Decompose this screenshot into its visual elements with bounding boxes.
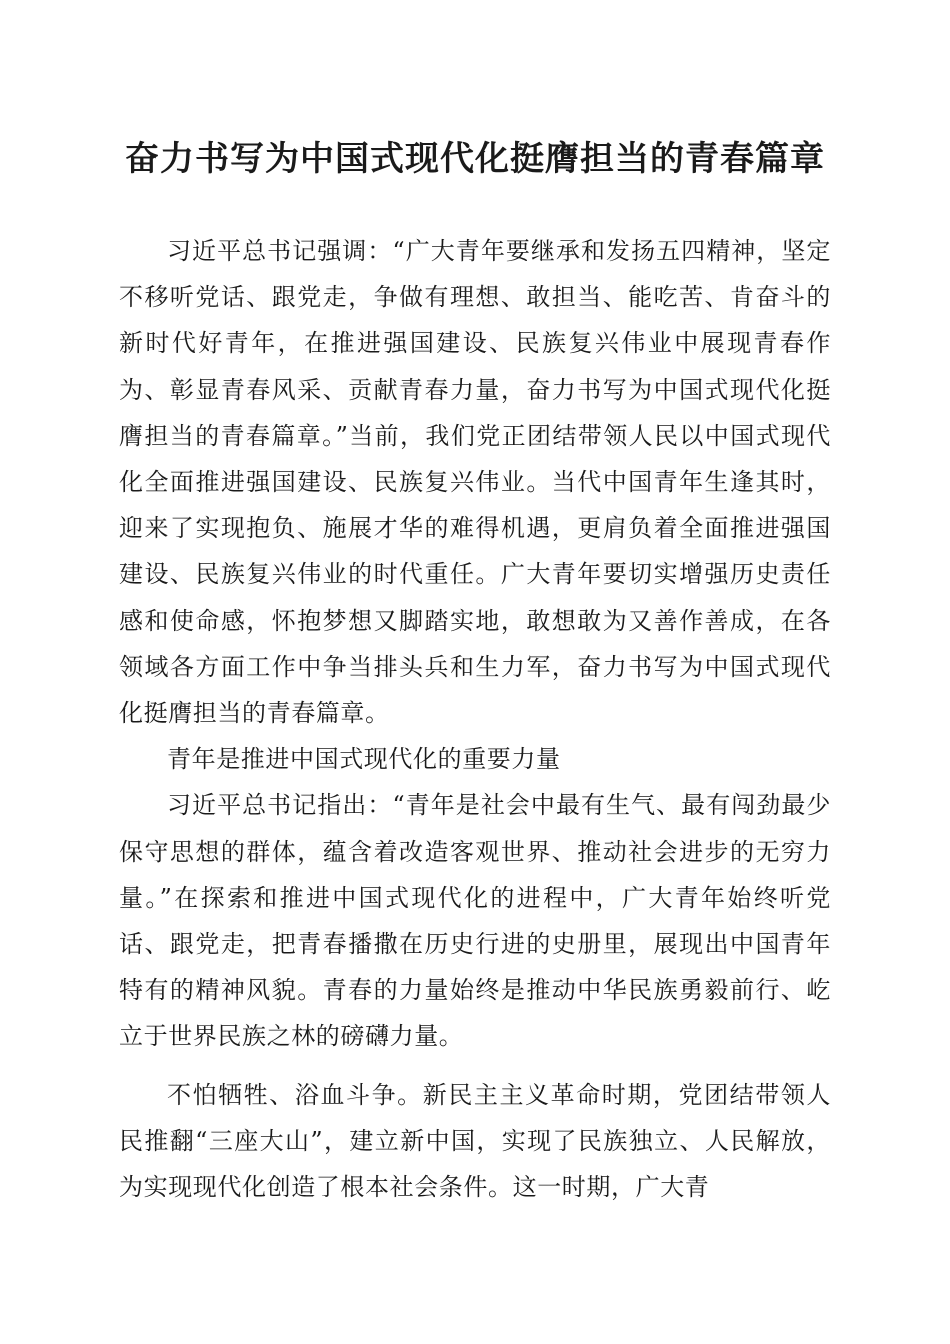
paragraph-intro: 习近平总书记强调：“广大青年要继承和发扬五四精神，坚定不移听党话、跟党走，争做有理想、敢担当、能吃苦、肯奋斗的新时代好青年，在推进强国建设、民族复兴伟业中展现青春作为、彰显青春风采、贡献青春力量，奋力书写为中国式现代化挺膺担当的青春篇章。”当前，我们党正团结带领人民以中国式现代化全面推进强国建设、民族复兴伟业。当代中国青年生逢其时，迎来了实现抱负、施展才华的难得机遇，更肩负着全面推进强国建设、民族复兴伟业的时代重任。广大青年要切实增强历史责任感和使命感，怀抱梦想又脚踏实地，敢想敢为又善作善成，在各领域各方面工作中争当排头兵和生力军，奋力书写为中国式现代化挺膺担当的青春篇章。 xyxy=(119,237,831,728)
document-title: 奋力书写为中国式现代化挺膺担当的青春篇章 xyxy=(125,139,825,179)
paragraph-revolution-era: 不怕牺牲、浴血斗争。新民主主义革命时期，党团结带领人民推翻“三座大山”，建立新中国，实现了民族独立、人民解放，为实现现代化创造了根本社会条件。这一时期，广大青 xyxy=(119,1080,831,1202)
document-body xyxy=(119,228,831,1210)
paragraph-youth-power: 习近平总书记指出：“青年是社会中最有生气、最有闯劲最少保守思想的群体，蕴含着改造客观世界、推动社会进步的无穷力量。”在探索和推进中国式现代化的进程中，广大青年始终听党话、跟党走，把青春播撒在历史行进的史册里，展现出中国青年特有的精神风貌。青春的力量始终是推动中华民族勇毅前行、屹立于世界民族之林的磅礴力量。 xyxy=(119,791,831,1051)
section-heading: 青年是推进中国式现代化的重要力量 xyxy=(167,745,561,774)
paragraph-spacer xyxy=(119,1060,831,1072)
